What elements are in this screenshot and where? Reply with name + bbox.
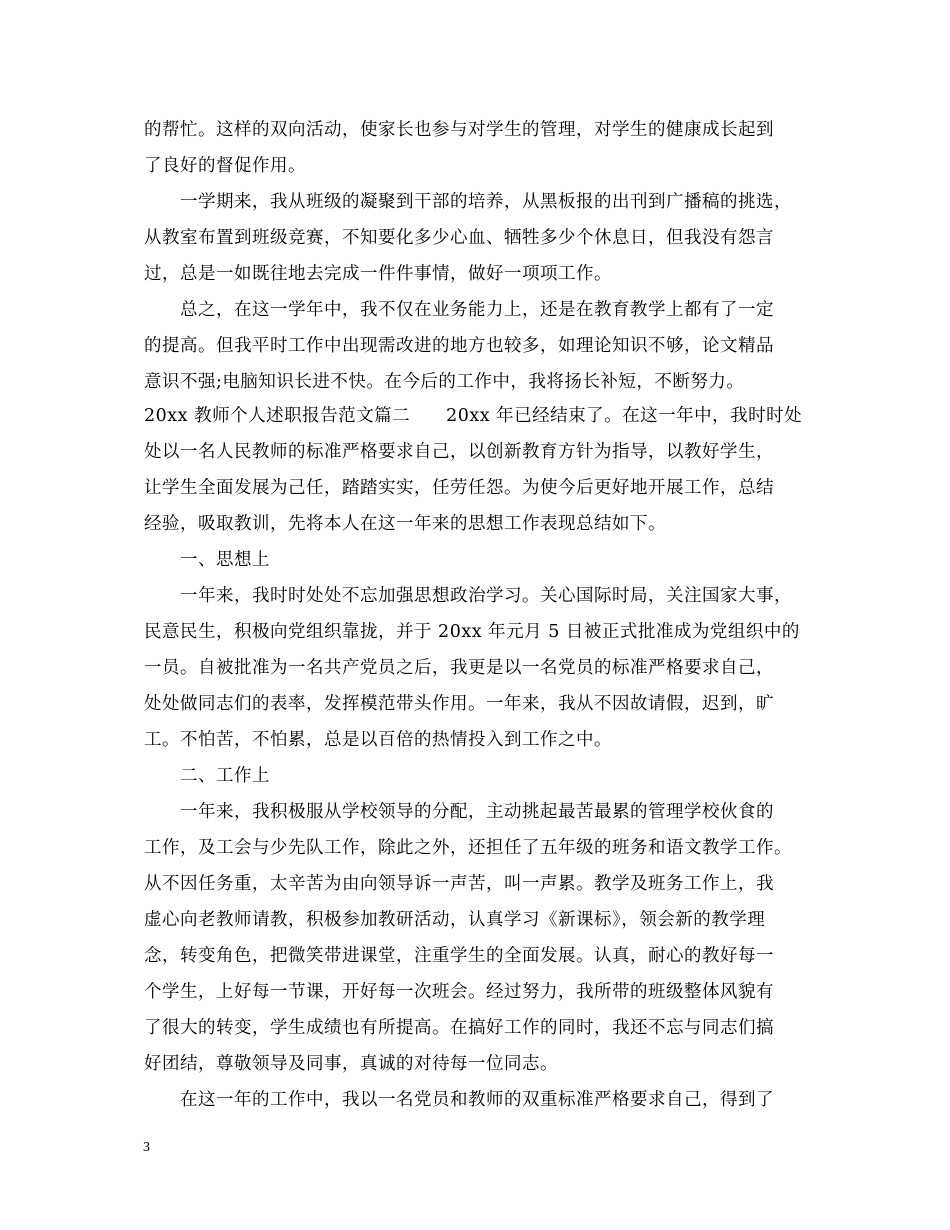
text-line: 民意民生，积极向党组织靠拢，并于 20xx 年元月 5 日被正式批准成为党组织中的 bbox=[144, 622, 800, 642]
text-line: 经验，吸取教训，先将本人在这一年来的思想工作表现总结如下。 bbox=[144, 514, 666, 534]
text-line: 意识不强;电脑知识长进不快。在今后的工作中，我将扬长补短，不断努力。 bbox=[144, 372, 745, 392]
text-line: 念，转变角色，把微笑带进课堂，注重学生的全面发展。认真，耐心的教好每一 bbox=[144, 946, 774, 966]
text-line: 的帮忙。这样的双向活动，使家长也参与对学生的管理，对学生的健康成长起到 bbox=[144, 120, 774, 140]
text-line: 处处做同志们的表率，发挥模范带头作用。一年来，我从不因故请假，迟到，旷 bbox=[144, 694, 774, 714]
text-line: 好团结，尊敬领导及同事，真诚的对待每一位同志。 bbox=[144, 1054, 558, 1074]
text-line: 个学生，上好每一节课，开好每一次班会。经过努力，我所带的班级整体风貌有 bbox=[144, 982, 774, 1002]
text-line: 一年来，我时时处处不忘加强思想政治学习。关心国际时局，关注国家大事， bbox=[180, 586, 792, 606]
text-line: 工作，及工会与少先队工作，除此之外，还担任了五年级的班务和语文教学工作。 bbox=[144, 838, 792, 858]
text-line: 了良好的督促作用。 bbox=[144, 156, 306, 176]
text-line: 虚心向老教师请教，积极参加教研活动，认真学习《新课标》，领会新的教学理 bbox=[144, 910, 766, 930]
text-line: 工。不怕苦，不怕累，总是以百倍的热情投入到工作之中。 bbox=[144, 730, 612, 750]
subheading-thought: 一、思想上 bbox=[180, 550, 270, 570]
text-line: 从教室布置到班级竞赛，不知要化多少心血、牺牲多少个休息日，但我没有怨言 bbox=[144, 228, 774, 248]
text-line: 从不因任务重，太辛苦为由向领导诉一声苦，叫一声累。教学及班务工作上，我 bbox=[144, 874, 774, 894]
text-line: 在这一年的工作中，我以一名党员和教师的双重标准严格要求自己，得到了 bbox=[180, 1090, 774, 1110]
text-line: 总之，在这一学年中，我不仅在业务能力上，还是在教育教学上都有了一定 bbox=[180, 300, 774, 320]
subheading-work: 二、工作上 bbox=[180, 766, 270, 786]
text-line: 一员。自被批准为一名共产党员之后，我更是以一名党员的标准严格要求自己， bbox=[144, 658, 774, 678]
text-line: 处以一名人民教师的标准严格要求自己，以创新教育方针为指导，以教好学生， bbox=[144, 442, 774, 462]
text-line: 让学生全面发展为己任，踏踏实实，任劳任怨。为使今后更好地开展工作，总结 bbox=[144, 478, 774, 498]
text-line: 了很大的转变，学生成绩也有所提高。在搞好工作的同时，我还不忘与同志们搞 bbox=[144, 1018, 774, 1038]
text-line: 一学期来，我从班级的凝聚到干部的培养，从黑板报的出刊到广播稿的挑选， bbox=[180, 192, 792, 212]
text-line: 一年来，我积极服从学校领导的分配，主动挑起最苦最累的管理学校伙食的 bbox=[180, 802, 774, 822]
text-line: 过，总是一如既往地去完成一件件事情，做好一项项工作。 bbox=[144, 264, 612, 284]
text-line: 的提高。但我平时工作中出现需改进的地方也较多，如理论知识不够，论文精品 bbox=[144, 336, 774, 356]
section-heading-line: 20xx 教师个人述职报告范文篇二 20xx 年已经结束了。在这一年中，我时时处 bbox=[144, 406, 803, 426]
page-number: 3 bbox=[143, 1140, 150, 1155]
